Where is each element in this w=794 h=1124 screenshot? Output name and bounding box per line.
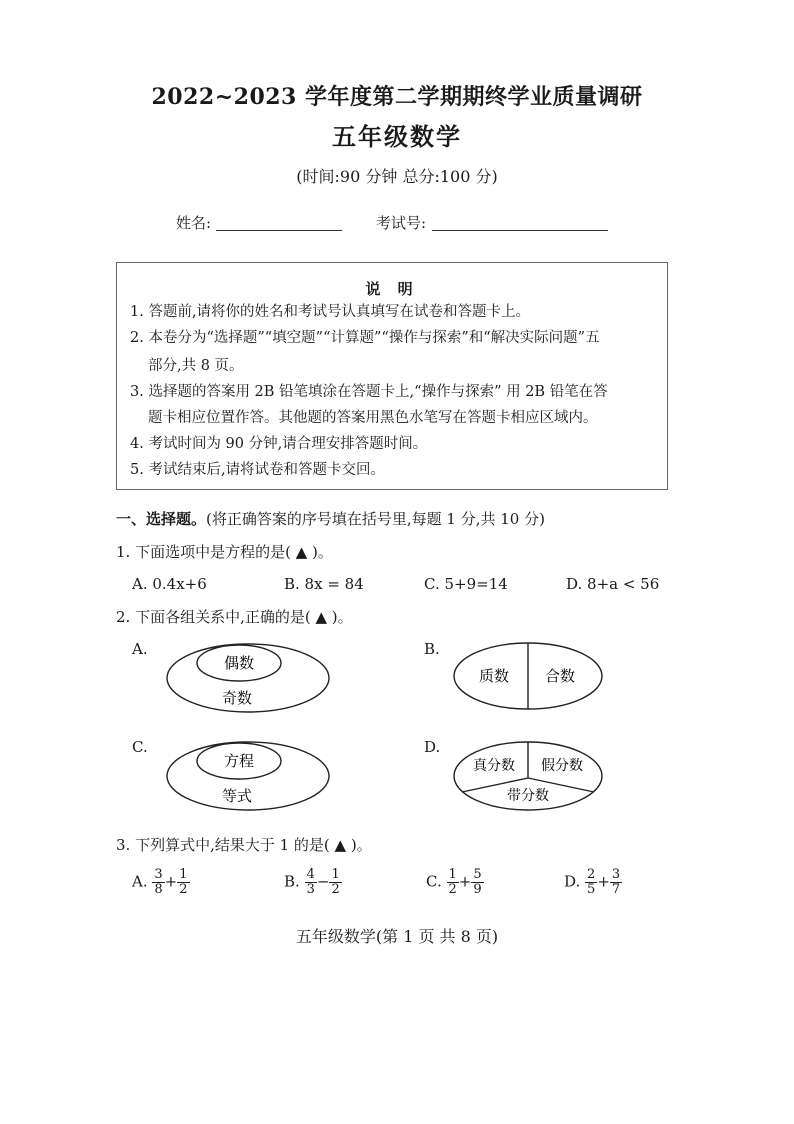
- operator: +: [458, 872, 472, 891]
- instruction-rule-2-cont: 部分,共 8 页。: [148, 358, 244, 374]
- option-letter: D.: [564, 872, 581, 891]
- diagram-a-outer-label: 奇数: [221, 689, 253, 707]
- diagram-d-left-label: 真分数: [473, 758, 515, 774]
- option-letter: A.: [132, 872, 148, 891]
- fraction: $\frac{1}{2}$: [448, 867, 457, 897]
- instruction-rule-3-cont: 题卡相应位置作答。其他题的答案用黑色水笔写在答题卡相应区域内。: [148, 410, 598, 426]
- question-3-option-b[interactable]: [284, 868, 342, 897]
- diagram-d-right-label: 假分数: [541, 758, 583, 774]
- question-2-letter-d: D.: [424, 738, 441, 756]
- section-heading: [116, 508, 545, 529]
- exam-subject: 五年级数学: [332, 122, 462, 151]
- exam-number-label: 考试号:: [376, 214, 427, 232]
- section-title: 一、选择题。: [116, 510, 207, 528]
- exam-number-field[interactable]: [432, 212, 608, 231]
- option-letter: B.: [284, 872, 300, 891]
- question-2-letter-b: B.: [424, 640, 440, 658]
- question-2-stem: 2. 下面各组关系中,正确的是( ▲ )。: [116, 608, 353, 626]
- fraction: $\frac{2}{5}$: [587, 867, 596, 897]
- diagram-a-inner-label: 偶数: [223, 654, 255, 672]
- instructions-title: 说 明: [365, 280, 419, 298]
- question-2-diagram-a[interactable]: [160, 640, 340, 716]
- question-3-option-d[interactable]: [564, 868, 622, 897]
- question-3-option-c[interactable]: [426, 868, 484, 897]
- question-1-option-a[interactable]: A. 0.4x+6: [132, 575, 207, 593]
- question-3-option-a[interactable]: [132, 868, 190, 897]
- name-field[interactable]: [216, 212, 342, 231]
- instruction-rule-2: 2. 本卷分为“选择题”“填空题”“计算题”“操作与探索”和“解决实际问题”五: [130, 330, 600, 346]
- page-footer: 五年级数学(第 1 页 共 8 页): [295, 927, 499, 946]
- question-2-diagram-b[interactable]: [448, 640, 608, 716]
- question-2-diagram-d[interactable]: [448, 738, 608, 814]
- time-info: (时间:90 分钟 总分:100 分): [296, 167, 498, 186]
- name-label: 姓名:: [176, 214, 212, 232]
- fraction: $\frac{3}{8}$: [154, 867, 163, 897]
- question-1-option-c[interactable]: C. 5+9=14: [424, 575, 508, 593]
- question-1-option-d[interactable]: D. 8+a < 56: [566, 575, 660, 593]
- fraction: $\frac{1}{2}$: [331, 867, 340, 897]
- option-letter: C.: [426, 872, 442, 891]
- exam-title: 2022~2023 学年度第二学期期终学业质量调研: [151, 84, 643, 110]
- question-2-letter-a: A.: [132, 640, 148, 658]
- diagram-b-right-label: 合数: [544, 667, 576, 685]
- section-note: (将正确答案的序号填在括号里,每题 1 分,共 10 分): [206, 510, 545, 528]
- question-1-stem: 1. 下面选项中是方程的是( ▲ )。: [116, 543, 333, 561]
- question-2-diagram-c[interactable]: [160, 738, 340, 814]
- instruction-rule-1: 1. 答题前,请将你的姓名和考试号认真填写在试卷和答题卡上。: [130, 304, 531, 320]
- instruction-rule-4: 4. 考试时间为 90 分钟,请合理安排答题时间。: [130, 436, 428, 452]
- fraction: $\frac{4}{3}$: [306, 867, 315, 897]
- diagram-c-outer-label: 等式: [221, 787, 253, 805]
- fraction: $\frac{5}{9}$: [473, 867, 482, 897]
- question-2-letter-c: C.: [132, 738, 148, 756]
- diagram-d-bottom-label: 带分数: [507, 788, 549, 804]
- fraction: $\frac{1}{2}$: [179, 867, 188, 897]
- diagram-b-left-label: 质数: [478, 667, 510, 685]
- operator: +: [164, 872, 178, 891]
- diagram-c-inner-label: 方程: [223, 752, 255, 770]
- question-3-stem: 3. 下列算式中,结果大于 1 的是( ▲ )。: [116, 836, 372, 854]
- operator: +: [597, 872, 610, 891]
- instruction-rule-5: 5. 考试结束后,请将试卷和答题卡交回。: [130, 462, 386, 478]
- fraction: $\frac{3}{7}$: [611, 867, 621, 897]
- operator: −: [316, 872, 330, 891]
- question-1-option-b[interactable]: B. 8x = 84: [284, 575, 364, 593]
- instruction-rule-3: 3. 选择题的答案用 2B 铅笔填涂在答题卡上,“操作与探索” 用 2B 铅笔在答: [130, 384, 608, 400]
